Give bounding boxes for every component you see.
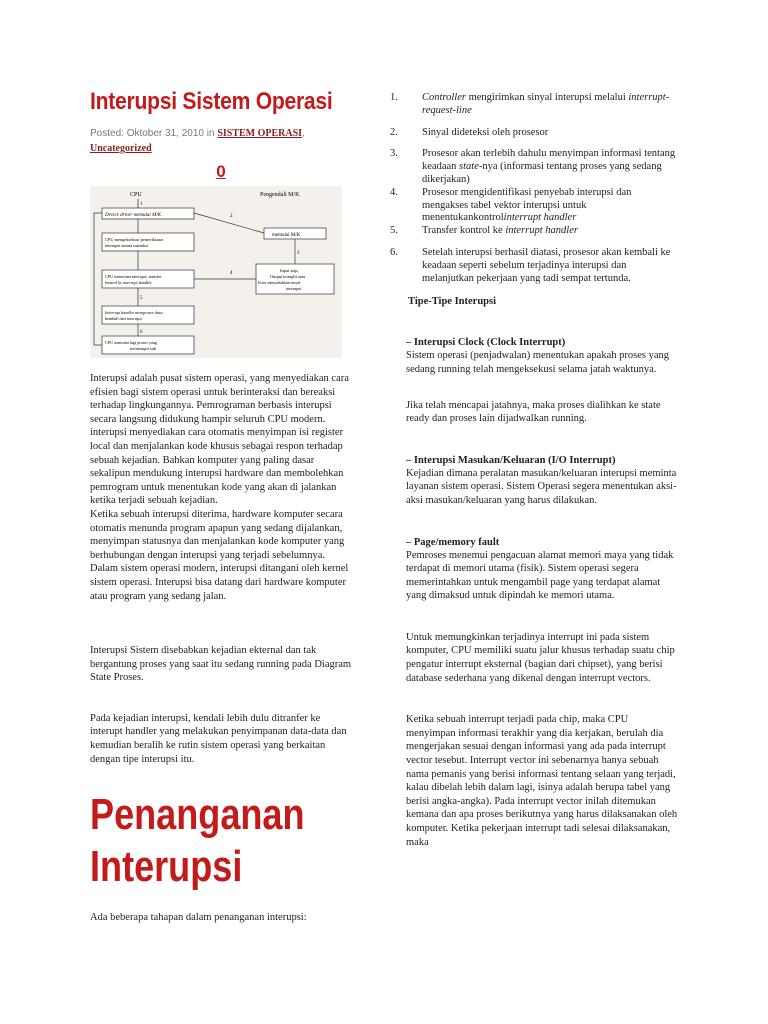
diagram-step-4: 4	[230, 271, 233, 276]
diagram-box-receive-line2: kontrol ke interrupt handler	[105, 280, 152, 285]
comment-count[interactable]	[90, 162, 352, 182]
section-heading-line1: Penanganan	[90, 790, 305, 840]
diagram-step-6: 6	[140, 330, 143, 335]
list-item	[390, 187, 680, 225]
category-separator: ,	[302, 128, 305, 139]
diagram-box-resume-line1: CPU memulai lagi proses yang	[105, 340, 158, 345]
interrupt-vector-section	[390, 631, 680, 849]
list-number: 3.	[390, 148, 398, 160]
list-emphasis: Controller	[422, 92, 466, 103]
interrupt-flow-diagram	[90, 186, 342, 358]
diagram-box-cpu-check	[102, 233, 194, 251]
diagram-box-cpu-receive	[102, 270, 194, 288]
list-number: 2.	[390, 126, 398, 138]
diagram-box-receive-line1: CPU menerima interupsi, transfer	[105, 274, 162, 279]
list-text: kontrol	[473, 212, 504, 224]
right-column	[390, 92, 680, 849]
clock-interrupt-section	[390, 336, 680, 425]
io-interrupt-title: – Interupsi Masukan/Keluaran (I/O Interrupt)	[406, 454, 616, 466]
io-interrupt-text: Kejadian dimana peralatan masukan/keluaran interupsi meminta layanan sistem operasi. Sistem Operasi segera menentukan aksi-aksi masukan/keluaran yang harus dilakukan.	[406, 467, 677, 506]
diagram-step-5: 5	[140, 296, 143, 301]
diagram-box-resume	[102, 336, 194, 354]
intro-paragraph-1: Interupsi adalah pusat sistem operasi, yang menyediakan cara efisien bagi sistem operasi untuk berinteraksi dan bereaksi terhadap lingkungannya. Pemrograman berbasis interupsi secara langsung didukung hampir seluruh CPU modern. interupsi menyediakan cara otomatis menyimpan isi register local dan menjalankan kode khusus sebagai respon terhadap sebuah kejadian. Bahkan komputer yang paling dasar sekalipun mendukung interupsi hardware dan membolehkan pemrogram untuk menentukan kode yang akan di jalankan ketika terjadi sebuah kejadian.	[90, 373, 349, 507]
list-item	[390, 148, 680, 186]
list-number: 6.	[390, 246, 398, 258]
left-column	[90, 88, 352, 925]
diagram-box-handler-line2: kembali dari interupsi	[105, 316, 142, 321]
diagram-box-resume-line2: terinterupsi tadi	[130, 346, 157, 351]
intro-paragraph-4: Pada kejadian interupsi, kendali lebih dulu ditranfer ke interupt handler yang melakukan penyimpanan data-data dan kemudian beralih ke rutin sistem operasi yang berkaitan dengan tipe interupsi itu.	[90, 712, 347, 765]
interrupt-vector-text: Untuk memungkinkan terjadinya interrupt ini pada sistem komputer, CPU memiliki suatu jalur khusus terhadap suatu chip pengatur interrupt eksternal (bagian dari chipset), yang berisi database sederhana yang dikenal dengan interrupt vectors.	[406, 631, 675, 684]
list-item	[390, 127, 680, 140]
diagram-step-2: 2	[230, 214, 233, 219]
diagram-box-input-line2: Output komplit atau	[270, 274, 306, 279]
clock-interrupt-title: – Interupsi Clock (Clock Interrupt)	[406, 337, 566, 349]
list-item	[390, 247, 680, 285]
diagram-box-driver-text: Device driver memulai M/K	[105, 213, 161, 218]
intro-paragraph-3: Interupsi Sistem disebabkan kejadian ekternal dan tak bergantung proses yang saat itu sedang running pada Diagram State Proses.	[90, 645, 352, 684]
list-text: Setelah interupsi berhasil diatasi, prosesor akan kembali ke keadaan seperti sebelum terjadinya interupsi dan melanjutkan pekerjaan yang tadi sempat tertunda.	[422, 246, 671, 284]
list-text: -nya (informasi tentang proses yang sedang dikerjakan)	[422, 161, 662, 185]
io-interrupt-section	[390, 454, 680, 508]
steps-list	[390, 92, 680, 285]
posted-date: Posted: Oktober 31, 2010 in	[90, 128, 218, 139]
list-emphasis: state	[459, 161, 479, 173]
post-meta	[90, 126, 352, 156]
list-emphasis: interrupt handler	[505, 225, 578, 237]
section-heading	[90, 789, 352, 893]
list-item	[390, 225, 680, 238]
list-item	[390, 92, 680, 118]
intro-paragraph-2: Ketika sebuah interupsi diterima, hardware komputer secara otomatis menunda program apapun yang sedang dijalankan, menyimpan statusnya dan menjalankan kode komputer yang berhubungan dengan interupsi yang terjadi sebelumnya. Dalam sistem operasi modern, interupsi ditangani oleh kernel sistem operasi. Interupsi bisa datang dari hardware komputer atau program yang sedang jalan.	[90, 508, 349, 602]
diagram-box-input-line4: interupsi	[286, 286, 302, 291]
category-link-uncategorized[interactable]: Uncategorized	[90, 143, 152, 154]
list-number: 1.	[390, 92, 398, 103]
diagram-step-1: 1	[140, 202, 143, 207]
list-text: mengirimkan sinyal interupsi melalui	[465, 92, 629, 103]
section-intro: Ada beberapa tahapan dalam penanganan interupsi:	[90, 912, 307, 924]
list-number: 5.	[390, 225, 398, 237]
page-fault-text: Pemroses menemui pengacuan alamat memori maya yang tidak terdapat di memori utama (fisik). Sistem operasi segera memerintahkan untuk mengambil page yang terdapat alamat yang dimaksud untuk dipindah ke memori utama.	[406, 549, 674, 602]
diagram-box-handler-line1: Interrupt handler memproses data,	[105, 310, 164, 315]
diagram-controller-label: Pengendali M/K	[260, 192, 300, 198]
list-number: 4.	[390, 186, 398, 198]
list-text: Transfer kontrol ke	[422, 225, 506, 237]
diagram-box-handler	[102, 306, 194, 324]
diagram-box-cpu-check-line2: interupsi antara instruksi	[105, 243, 149, 248]
types-heading: Tipe-Tipe Interupsi	[408, 296, 497, 308]
diagram-box-cpu-check-line1: CPU mengeksekusi pemeriksaan	[105, 237, 163, 242]
list-text: Prosesor akan terlebih dahulu menyimpan informasi tentang keadaan	[422, 148, 676, 173]
list-emphasis: interrupt handler	[503, 212, 577, 224]
list-text: Sinyal dideteksi oleh prosesor	[422, 126, 549, 138]
post-title[interactable]: Interupsi Sistem Operasi	[90, 88, 333, 115]
interrupt-vector-text-2: Ketika sebuah interrupt terjadi pada chip, maka CPU menyimpan informasi terakhir yang dia kerjakan, berulah dia mengerjakan sesuai dengan informasi yang ada pada interrupt vector tesebut. Interrupt vector ini sebenarnya hanya sebuah nama pemanis yang berisi informasi tentang selaan yang terjadi, kalau dibelah lebih dalam lagi, isinya adalah berupa tabel yang berisi angka-angka). Pada interrupt vector inilah ditemukan kemana dan apa proses berikutnya yang harus dilaksanakan oleh komputer. Ketika pekerjaan interrupt tadi selesai dilaksanakan, maka	[406, 714, 678, 848]
section-heading-line2: Interupsi	[90, 842, 243, 892]
diagram-box-input-line1: Input siap,	[280, 268, 299, 273]
clock-interrupt-text-2: Jika telah mencapai jatahnya, maka proses dialihkan ke state ready dan proses lain dijadwalkan running.	[406, 399, 661, 425]
diagram-box-input-line3: Error menyebabkan sinyal	[258, 280, 301, 285]
category-link-sistem-operasi[interactable]: SISTEM OPERASI	[217, 128, 303, 139]
list-emphasis: interrupt-request-line	[422, 92, 670, 116]
diagram-step-3: 3	[297, 251, 300, 256]
diagram-box-start-io-text: memulai M/K	[272, 233, 301, 238]
page-fault-title: – Page/memory fault	[406, 536, 500, 548]
list-text: Prosesor mengidentifikasi penyebab interupsi dan mengakses tabel vektor interupsi untuk menentukan	[422, 186, 632, 224]
comment-count-link[interactable]: 0	[216, 162, 226, 181]
page-fault-section	[390, 536, 680, 603]
diagram-cpu-label: CPU	[130, 192, 142, 198]
clock-interrupt-text: Sistem operasi (penjadwalan) menentukan apakah proses yang sedang running telah mengeksekusi selama jatah waktunya.	[406, 350, 669, 375]
